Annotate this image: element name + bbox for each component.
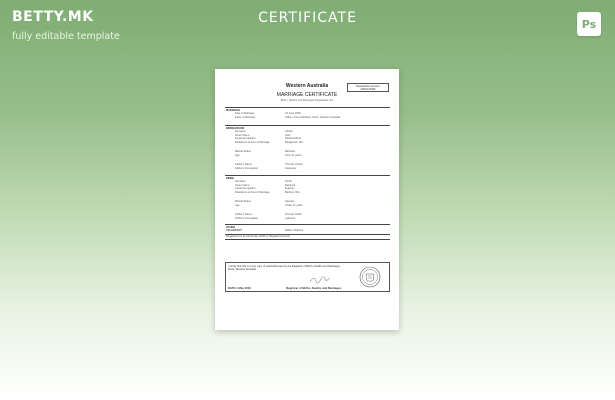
field-value: William Roberts — [285, 229, 304, 232]
field-value: Thomas Smith — [285, 213, 302, 216]
certification-statement: I certify that this is a true copy of particulars kept by the Registrar of Births, Deaths and Marriages, Perth, Western Australia. — [228, 265, 341, 272]
table-row — [225, 217, 390, 220]
registrar-title: Registrar of Births, Deaths and Marriages — [286, 286, 342, 290]
document-subtitle: Births, Deaths and Marriages Registration Act — [280, 99, 334, 102]
field-value: Spinster — [285, 200, 295, 203]
field-label: Father's Occupation — [235, 216, 259, 220]
field-label: Residence at time of Marriage — [235, 190, 270, 194]
signature-icon — [309, 276, 331, 284]
brand-logo: BETTY.MK — [12, 9, 94, 25]
field-label: Residence at time of Marriage — [235, 140, 270, 144]
photoshop-icon: Ps — [577, 12, 601, 36]
table-row — [225, 167, 390, 170]
bride-section — [225, 175, 390, 224]
table-row — [225, 204, 390, 207]
field-label: CELEBRANT — [226, 229, 242, 232]
field-label: Usual Occupation — [235, 137, 256, 140]
field-value: Thomas Citizen — [285, 163, 304, 166]
bridegroom-section — [225, 125, 390, 174]
divider — [225, 239, 390, 240]
field-value: Smith — [285, 180, 292, 183]
field-value: Citizen — [285, 130, 293, 133]
table-row — [225, 229, 390, 232]
field-label: Surname — [235, 130, 246, 133]
field-label: Given Name — [235, 183, 250, 187]
table-row — [225, 154, 390, 157]
field-label: Date of Marriage — [235, 112, 255, 115]
official-seal-icon — [359, 266, 381, 288]
field-label: Usual Occupation — [235, 187, 256, 190]
field-value: Labourer — [285, 216, 296, 220]
field-value: Bunbury WA — [285, 190, 300, 194]
document-title: MARRIAGE CERTIFICATE — [276, 92, 338, 98]
table-row — [225, 141, 390, 144]
field-value: Student/Other — [285, 137, 302, 140]
field-value: Under 21 years — [285, 203, 303, 207]
registration-note: Registered on 21 November 2000 by Registrar General — [226, 235, 290, 238]
table-row — [225, 116, 390, 119]
section-heading: BRIDEGROOM — [226, 127, 245, 130]
field-value: Rebecca — [285, 183, 296, 187]
table-row — [225, 191, 390, 194]
other-section — [225, 224, 390, 234]
section-heading: OTHER — [226, 226, 236, 229]
field-value: Carpenter — [285, 166, 297, 170]
field-label: Given Name — [235, 133, 250, 137]
document-state: Western Australia — [285, 83, 329, 89]
field-label: Age — [235, 203, 240, 207]
certification-date: DATE 1 May 2016 — [228, 286, 251, 290]
field-label: Father's Name — [235, 163, 252, 166]
field-value: Bridgetown WA — [285, 140, 303, 144]
field-value: Office of the Celebrant, Perth, Western Australia — [285, 115, 341, 119]
section-heading: MARRIAGE — [226, 109, 241, 112]
field-value: Over 21 years — [285, 153, 302, 157]
registration-number-label: Registration Number — [356, 85, 380, 88]
marriage-section — [225, 107, 390, 125]
field-label: Surname — [235, 180, 246, 183]
certification-box — [225, 262, 390, 292]
field-label: Age — [235, 153, 240, 157]
section-heading: BRIDE — [226, 177, 235, 180]
field-label: Father's Name — [235, 213, 252, 216]
brand-tagline: fully editable template — [12, 31, 120, 42]
field-label: Marital Status — [235, 150, 251, 153]
field-label: Marital Status — [235, 200, 251, 203]
field-label: Father's Occupation — [235, 166, 259, 170]
field-value: John — [285, 133, 291, 137]
field-value: 22 June 2000 — [285, 112, 301, 115]
page-title: CERTIFICATE — [258, 10, 357, 26]
field-value: Bachelor — [285, 150, 296, 153]
field-label: Place of Marriage — [235, 115, 256, 119]
registration-number-value: 2000/123456 — [360, 88, 376, 91]
certificate-preview — [215, 69, 399, 330]
field-value: Teacher — [285, 187, 295, 190]
